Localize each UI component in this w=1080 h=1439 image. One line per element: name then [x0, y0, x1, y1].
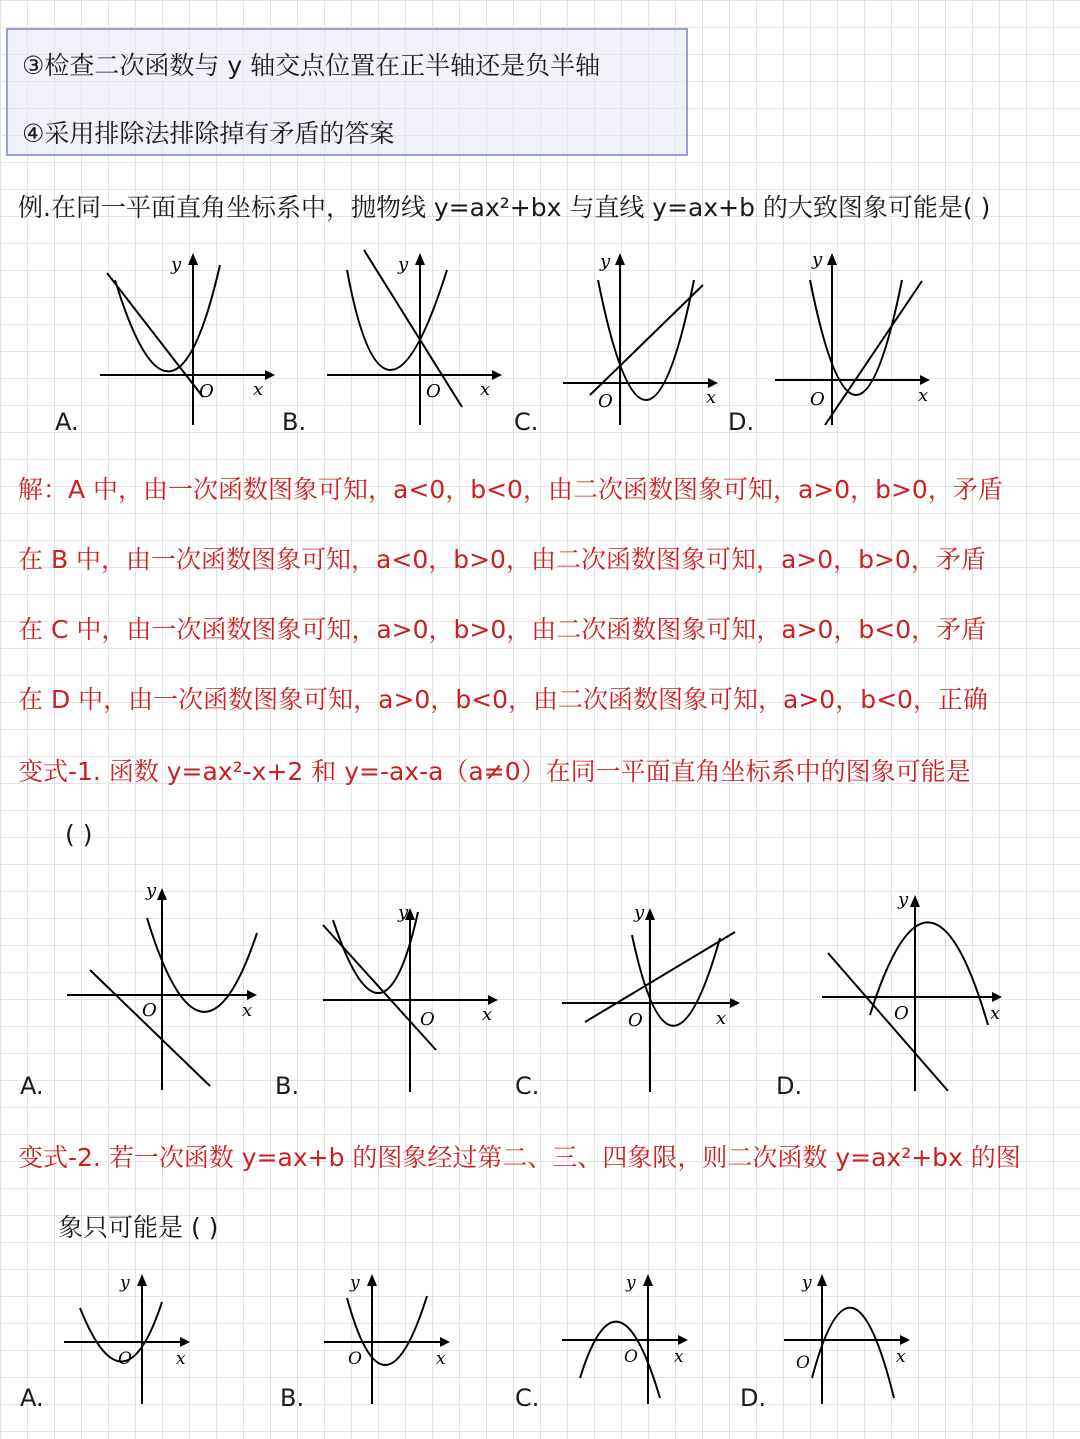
svg-text:y: y	[120, 1273, 130, 1293]
variant2-option-c-label: C.	[515, 1384, 540, 1412]
example-graph-c	[558, 245, 728, 434]
variant2-graph-b	[322, 1268, 462, 1412]
svg-text:x: x	[706, 387, 717, 408]
svg-text:y: y	[802, 1273, 812, 1293]
example-option-d-label: D.	[728, 408, 755, 436]
svg-text:x: x	[482, 1004, 493, 1025]
svg-text:x: x	[242, 1000, 253, 1021]
y-axis-label: y	[171, 254, 182, 275]
variant1-graph-d	[820, 885, 1020, 1099]
tip-line-3: ③检查二次函数与 y 轴交点位置在正半轴还是负半轴	[22, 51, 601, 80]
svg-text:O: O	[624, 1347, 638, 1367]
svg-text:x: x	[436, 1349, 446, 1369]
example-question: 例.在同一平面直角坐标系中，抛物线 y=ax²+bx 与直线 y=ax+b 的大致图象可能是( )	[18, 193, 991, 222]
svg-text:y: y	[398, 902, 409, 923]
variant1-graph-a	[62, 878, 272, 1097]
example-option-c-label: C.	[514, 408, 539, 436]
variant2-question	[18, 1138, 1021, 1174]
variant2-graph-a	[62, 1268, 202, 1412]
svg-text:O: O	[142, 1000, 157, 1021]
svg-text:O: O	[894, 1003, 909, 1024]
variant1-question	[18, 752, 971, 788]
variant1-question-text: 变式-1. 函数 y=ax²-x+2 和 y=-ax-a（a≠0）在同一平面直角坐标系中的图象可能是	[18, 757, 971, 786]
svg-text:O: O	[796, 1353, 810, 1373]
variant2-option-b-label: B.	[280, 1384, 305, 1412]
variant2-option-a-label: A.	[20, 1384, 44, 1412]
variant1-blank: ( )	[65, 820, 93, 849]
variant2-graph-c	[560, 1268, 700, 1412]
solution-line-2: 在 B 中，由一次函数图象可知，a<0，b>0，由二次函数图象可知，a>0，b>0，矛盾	[18, 545, 986, 574]
solution-line-4: 在 D 中，由一次函数图象可知，a>0，b<0，由二次函数图象可知，a>0，b<0，正确	[18, 685, 988, 714]
example-graph-a	[95, 245, 285, 434]
svg-text:y: y	[398, 254, 409, 275]
svg-text:O: O	[118, 1349, 132, 1369]
solution-line-3: 在 C 中，由一次函数图象可知，a>0，b>0，由二次函数图象可知，a>0，b<0，矛盾	[18, 615, 987, 644]
variant1-graph-b	[318, 900, 508, 1099]
svg-text:y: y	[812, 249, 823, 270]
svg-text:O: O	[420, 1009, 435, 1030]
tip-line-4: ④采用排除法排除掉有矛盾的答案	[22, 119, 395, 148]
svg-text:y: y	[146, 880, 157, 901]
variant1-option-b-label: B.	[275, 1072, 300, 1100]
variant1-graph-c	[560, 900, 750, 1099]
variant1-option-c-label: C.	[515, 1072, 540, 1100]
svg-text:O: O	[348, 1349, 362, 1369]
svg-text:x: x	[918, 385, 929, 406]
svg-text:O: O	[426, 381, 441, 402]
example-graph-d	[770, 245, 940, 434]
svg-text:x: x	[896, 1347, 906, 1367]
variant2-graph-d	[782, 1268, 922, 1412]
svg-text:y: y	[350, 1273, 360, 1293]
variant1-option-d-label: D.	[776, 1072, 803, 1100]
svg-text:x: x	[480, 379, 491, 400]
svg-text:O: O	[628, 1010, 643, 1031]
svg-text:x: x	[176, 1349, 186, 1369]
variant2-question-cont: 象只可能是 ( )	[58, 1213, 219, 1242]
svg-text:x: x	[716, 1008, 727, 1029]
tip-box	[6, 28, 688, 156]
origin-label: O	[199, 381, 214, 402]
variant2-option-d-label: D.	[740, 1384, 767, 1412]
svg-text:y: y	[898, 889, 909, 910]
example-graph-b	[322, 245, 512, 434]
example-option-b-label: B.	[282, 408, 307, 436]
svg-text:O: O	[598, 391, 613, 412]
example-option-a-label: A.	[55, 408, 79, 436]
svg-text:x: x	[990, 1003, 1001, 1024]
variant2-question-text: 变式-2. 若一次函数 y=ax+b 的图象经过第二、三、四象限，则二次函数 y=ax²+bx 的图	[18, 1143, 1021, 1172]
svg-text:x: x	[674, 1347, 684, 1367]
x-axis-label: x	[253, 379, 264, 400]
svg-text:y: y	[626, 1273, 636, 1293]
svg-text:O: O	[810, 389, 825, 410]
svg-text:y: y	[634, 902, 645, 923]
svg-text:y: y	[600, 251, 611, 272]
solution-line-1: 解：A 中，由一次函数图象可知，a<0，b<0，由二次函数图象可知，a>0，b>0，矛盾	[18, 475, 1003, 504]
variant1-option-a-label: A.	[20, 1072, 44, 1100]
